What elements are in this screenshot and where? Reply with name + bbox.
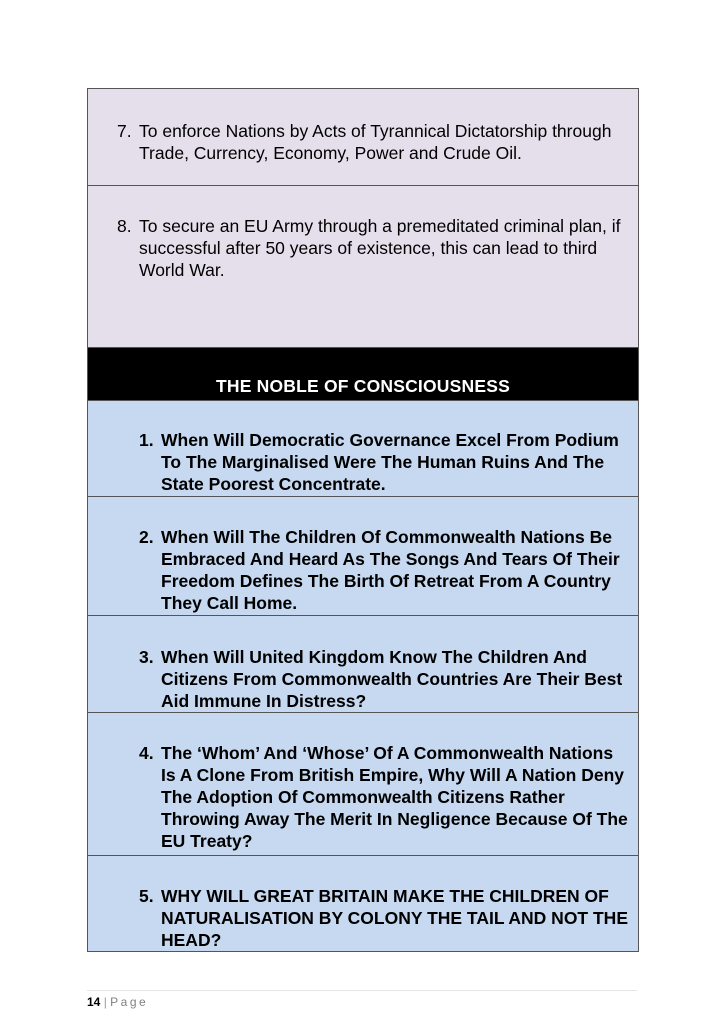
item-number: 4. xyxy=(139,743,154,763)
table-row xyxy=(88,186,638,348)
item-text: WHY WILL GREAT BRITAIN MAKE THE CHILDREN OF NATURALISATION BY COLONY THE TAIL AND NOT THE HEAD? xyxy=(161,886,628,950)
page-label: Page xyxy=(110,995,149,1009)
section-heading-row xyxy=(88,348,638,401)
item-number: 7. xyxy=(117,121,132,141)
footer-separator: | xyxy=(103,995,107,1009)
list-item xyxy=(88,120,638,164)
item-number: 5. xyxy=(139,886,154,906)
item-number: 8. xyxy=(117,216,132,236)
table-row xyxy=(88,856,638,952)
content-table xyxy=(87,88,639,952)
item-text: To secure an EU Army through a premeditated criminal plan, if successful after 50 years of existence, this can lead to third World War. xyxy=(139,216,621,280)
list-item xyxy=(88,215,638,281)
list-item xyxy=(88,429,638,495)
item-number: 3. xyxy=(139,647,154,667)
list-item xyxy=(88,885,638,951)
list-item xyxy=(88,742,638,852)
list-item xyxy=(88,526,638,614)
page-number: 14 xyxy=(87,995,101,1009)
page-footer xyxy=(87,990,637,1009)
table-row xyxy=(88,89,638,186)
item-text: When Will The Children Of Commonwealth Nations Be Embraced And Heard As The Songs And Tears Of Their Freedom Defines The Birth Of Retreat From A Country They Call Home. xyxy=(161,527,620,613)
table-row xyxy=(88,401,638,497)
item-number: 2. xyxy=(139,527,154,547)
item-number: 1. xyxy=(139,430,154,450)
table-row xyxy=(88,497,638,616)
section-heading: THE NOBLE OF CONSCIOUSNESS xyxy=(216,376,510,396)
list-item xyxy=(88,646,638,712)
item-text: When Will United Kingdom Know The Children And Citizens From Commonwealth Countries Are Their Best Aid Immune In Distress? xyxy=(161,647,623,711)
item-text: When Will Democratic Governance Excel From Podium To The Marginalised Were The Human Ruins And The State Poorest Concentrate. xyxy=(161,430,619,494)
item-text: To enforce Nations by Acts of Tyrannical Dictatorship through Trade, Currency, Economy, Power and Crude Oil. xyxy=(139,121,612,163)
table-row xyxy=(88,616,638,713)
table-row xyxy=(88,713,638,856)
item-text: The ‘Whom’ And ‘Whose’ Of A Commonwealth Nations Is A Clone From British Empire, Why Will A Nation Deny The Adoption Of Commonwealth Citizens Rather Throwing Away The Merit In Negligence Because Of The EU Treaty? xyxy=(161,743,628,851)
